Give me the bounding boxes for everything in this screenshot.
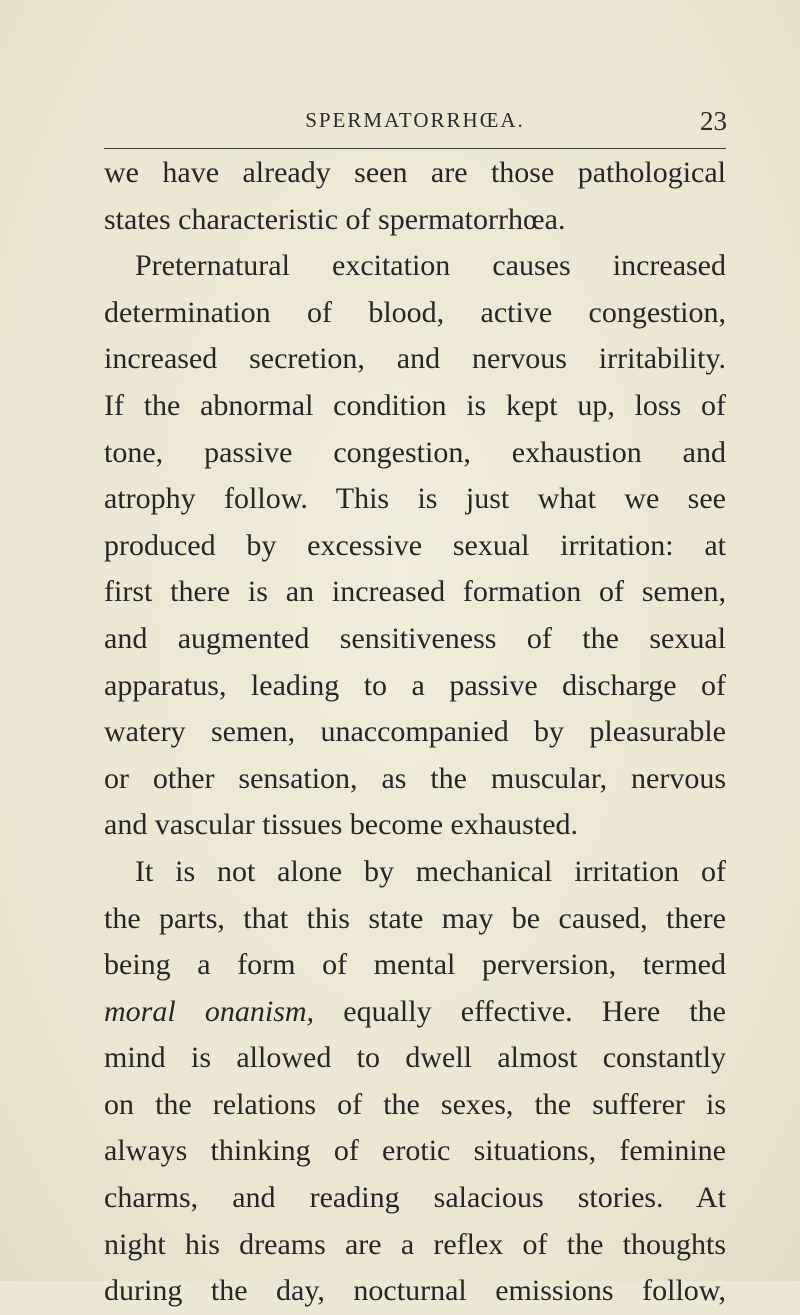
- text-line-rest: equally effective. Here the: [314, 994, 726, 1028]
- text-line: night his dreams are a reflex of the thoughts: [104, 1227, 726, 1261]
- text-line: If the abnormal condition is kept up, loss of: [104, 388, 726, 422]
- text-line: [104, 989, 726, 1036]
- body-text: [104, 150, 726, 1315]
- text-line: apparatus, leading to a passive discharge of: [104, 668, 726, 702]
- running-head: [0, 108, 800, 140]
- italic-term: moral onanism,: [104, 994, 315, 1028]
- text-line: first there is an increased formation of semen,: [104, 575, 726, 609]
- text-line: states characteristic of spermatorrhœa.: [104, 202, 566, 236]
- page-number: 23: [700, 106, 727, 136]
- text-line: or other sensation, as the muscular, nervous: [104, 761, 726, 795]
- text-line: during the day, nocturnal emissions follow,: [104, 1274, 726, 1308]
- text-line: It is not alone by mechanical irritation of: [135, 854, 726, 888]
- header-rule: [104, 148, 726, 149]
- text-line: Preternatural excitation causes increased: [135, 249, 726, 283]
- text-line: always thinking of erotic situations, feminine: [104, 1134, 726, 1168]
- running-title: SPERMATORRHŒA.: [305, 108, 525, 132]
- text-line: charms, and reading salacious stories. At: [104, 1181, 726, 1215]
- text-line: mind is allowed to dwell almost constantly: [104, 1041, 726, 1075]
- text-line: watery semen, unaccompanied by pleasurable: [104, 715, 726, 749]
- text-line: on the relations of the sexes, the sufferer is: [104, 1087, 726, 1121]
- text-line: atrophy follow. This is just what we see: [104, 482, 726, 516]
- text-line: tone, passive congestion, exhaustion and: [104, 435, 726, 469]
- text-line: produced by excessive sexual irritation: at: [104, 528, 726, 562]
- text-line: increased secretion, and nervous irritability.: [104, 342, 726, 376]
- text-line: being a form of mental perversion, termed: [104, 948, 726, 982]
- text-line: determination of blood, active congestion,: [104, 295, 726, 329]
- text-line: the parts, that this state may be caused, there: [104, 901, 726, 935]
- text-line: and augmented sensitiveness of the sexual: [104, 621, 726, 655]
- text-line: we have already seen are those pathological: [104, 156, 726, 189]
- text-line: and vascular tissues become exhausted.: [104, 808, 579, 842]
